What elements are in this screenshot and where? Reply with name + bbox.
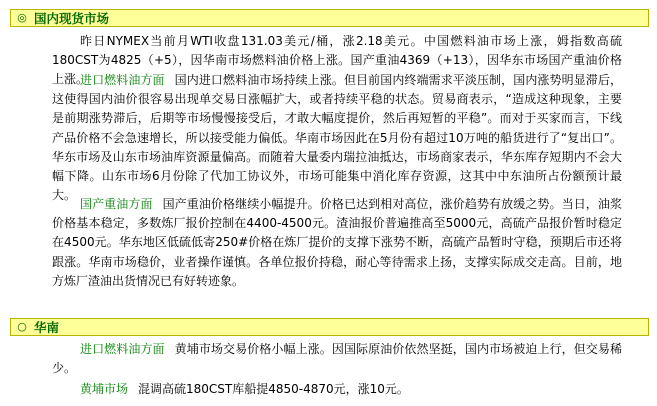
paragraph-label: 进口燃料油方面 (80, 73, 165, 87)
section-bullet-icon: ○ (17, 320, 27, 333)
paragraph-label: 进口燃料油方面 (80, 342, 165, 356)
paragraph-import-fuel-oil (52, 71, 622, 205)
paragraph-text: 国内进口燃料油市场持续上涨。但目前国内终端需求平淡压制，国内涨势明显滞后，这使得国内油价很容易出现单交易日涨幅扩大，或者持续平稳的状态。贸易商表示，“造成这种现象，主要是前期涨势滞后，后期等市场慢慢接受后，才敢大幅度提价，然后再短暂的平稳”。而对于买家而言，下线产品价格不会急速增长，所以接受能力偏低。华南市场因此在5月份有超过10万吨的船货进行了“复出口”。华东市场及山东市场油库资源量偏高。而随着大量委内瑞拉油抵达，市场商家表示，华东库存短期内不会大幅下降。山东市场6月份除了代加工协议外，市场可能集中消化库存资源，这其中中东油所占份额预计最大。 (52, 73, 622, 203)
section-title: 国内现货市场 (34, 11, 110, 26)
paragraph-huangpu-market (52, 380, 622, 399)
section-title: 华南 (34, 320, 60, 335)
paragraph-text: 混调高硫180CST库船提4850-4870元，涨10元。 (138, 382, 409, 396)
paragraph-text: 昨日NYMEX当前月WTI收盘131.03美元/桶，涨2.18美元。中国燃料油市场上涨，姆指数高硫180CST为4825（+5），因华南市场燃料油价格上涨。国产重油4369（+13），因华东市场国产重油价格上涨。 (52, 34, 622, 87)
section-header-south-china (10, 318, 649, 336)
paragraph-label: 国产重油方面 (80, 197, 153, 211)
paragraph-domestic-heavy-oil (52, 195, 622, 291)
paragraph-label: 黄埔市场 (80, 382, 129, 396)
paragraph-text: 国产重油价格继续小幅提升。价格已达到相对高位，涨价趋势有放缓之势。当日，油浆价格基本稳定，多数炼厂报价控制在4400-4500元。渣油报价普遍推高至5000元，高硫产品报价暂时稳定在4500元。华东地区低硫低寄250#价格在炼厂提价的支撑下涨势不断，高硫产品暂时守稳，预期后市还将跟涨。华南市场稳价，业者操作谨慎。各单位报价持稳，耐心等待需求上扬，支撑实际成交走高。目前，地方炼厂渣油出货情况已有好转迹象。 (52, 197, 622, 288)
section-header-domestic-spot (10, 9, 649, 27)
paragraph-text: 黄埔市场交易价格小幅上涨。因国际原油价依然坚挺，国内市场被迫上行，但交易稀少。 (52, 342, 622, 376)
paragraph-south-import (52, 340, 622, 378)
section-bullet-icon: ◎ (17, 11, 27, 24)
